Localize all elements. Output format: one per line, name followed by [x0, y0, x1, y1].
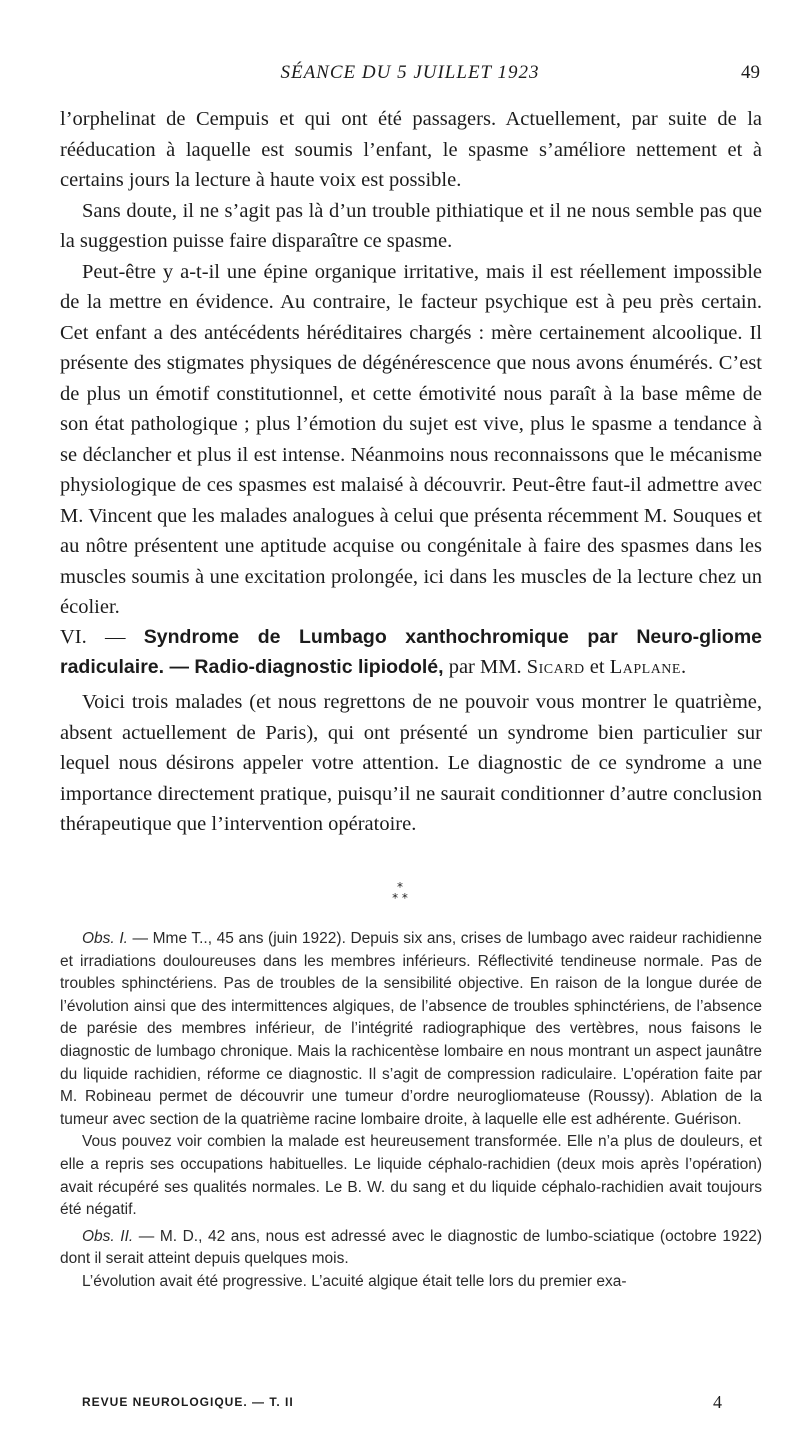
section-vi	[60, 622, 762, 840]
paragraph: Sans doute, il ne s’agit pas là d’un trouble pithiatique et il ne nous semble pas que la suggestion puisse faire disparaître ce spasme.	[60, 199, 762, 252]
authors-prefix: par MM.	[448, 656, 522, 678]
running-title: SÉANCE DU 5 JUILLET 1923	[280, 62, 540, 83]
page-footer	[60, 1392, 762, 1416]
observation-label: Obs. II.	[82, 1227, 134, 1245]
asterism-divider	[360, 882, 440, 904]
asterism-top: *	[397, 880, 403, 894]
section-heading	[60, 622, 762, 682]
observation-text: — Mme T.., 45 ans (juin 1922). Depuis six ans, crises de lumbago avec raideur rachidienne et irradiations douloureuses dans les membres inférieurs. Réflectivité tendineuse normale. Pas de troubles sphinctériens. Pas de troubles de la sensibilité objective. En raison de la longue durée de l’évolution ainsi que des intermittences algiques, de l’absence de troubles sphinctériens, de l’absence de parésie des membres inférieur, de l’intégrité radiographique des vertèbres, nous faisons le diagnostic de lumbago chronique. Mais la rachicentèse lombaire en nous montrant un aspect jaunâtre du liquide rachidien, réforme ce diagnostic. Il s’agit de compression radiculaire. L’opération faite par M. Robineau permet de découvrir une tumeur d’ordre neurogliomateuse (Roussy). Ablation de la tumeur avec section de la quatrième racine lombaire droite, à laquelle elle est adhérente. Guérison.	[60, 930, 762, 1128]
running-header	[60, 62, 760, 92]
authors-join: et	[589, 656, 605, 678]
paragraph: l’orphelinat de Cempuis et qui ont été passagers. Actuellement, par suite de la rééducation à laquelle est soumis l’enfant, le spasme s’améliore nettement et à certains jours la lecture à haute voix est possible.	[60, 108, 762, 191]
observation-label: Obs. I.	[82, 930, 128, 947]
observation-2-continued: L’évolution avait été progressive. L’acuité algique était telle lors du premier exa-	[82, 1272, 627, 1290]
section-title: Syndrome de Lumbago xanthochromique par Neuro-gliome radiculaire. — Radio-diagnostic lipiodolé,	[60, 626, 763, 678]
section-intro: Voici trois malades (et nous regrettons de ne pouvoir vous montrer le quatrième, absent actuellement de Paris), qui ont présenté un syndrome bien particulier sur lequel nous désirons appeler votre attention. Le diagnostic de ce syndrome a une importance directement pratique, puisqu’il ne saurait conditionner d’autre conclusion thérapeutique que l’intervention opératoire.	[60, 691, 762, 835]
observation-1-continued: Vous pouvez voir combien la malade est heureusement transformée. Elle n’a plus de douleurs, et elle a repris ses occupations habituelles. Le liquide céphalo-rachidien (deux mois après l’opération) avait récupéré ses qualités normales. Le B. W. du sang et du liquide céphalo-rachidien avait toujours été négatif.	[60, 1133, 762, 1219]
page-number: 49	[741, 62, 760, 83]
body-text	[60, 104, 762, 623]
author-name: Sicard	[526, 656, 585, 678]
asterism-bottom: * *	[392, 891, 408, 905]
observation-2	[60, 1226, 762, 1271]
observations	[60, 928, 762, 1294]
paragraph: Peut-être y a-t-il une épine organique irritative, mais il est réellement impossible de la mettre en évidence. Au contraire, le facteur psychique est à peu près certain. Cet enfant a des antécédents héréditaires chargés : mère certainement alcoolique. Il présente des stigmates physiques de dégénérescence que nous avons énumérés. C’est de plus un émotif constitutionnel, et cette émotivité nous paraît à la base même de son état pathologique ; plus l’émotion du sujet est vive, plus le spasme a tendance à se déclancher et plus il est intense. Néanmoins nous reconnaissons que le mécanisme physiologique de ces spasmes est malaisé à découvrir. Peut-être faut-il admettre avec M. Vincent que les malades analogues à celui que présenta récemment M. Souques et au nôtre présentent une aptitude acquise ou congénitale à faire des spasmes dans les muscles soumis à une excitation prolongée, ici dans les muscles de la lecture chez un écolier.	[60, 260, 762, 618]
observation-text: — M. D., 42 ans, nous est adressé avec le diagnostic de lumbo-sciatique (octobre 1922) dont il serait atteint depuis quelques mois.	[60, 1227, 762, 1268]
journal-name: REVUE NEUROLOGIQUE. — T. II	[82, 1395, 294, 1409]
observation-1	[60, 928, 762, 1131]
section-number: VI. —	[60, 626, 126, 648]
author-name: Laplane.	[609, 656, 687, 678]
signature-mark: 4	[713, 1392, 722, 1412]
